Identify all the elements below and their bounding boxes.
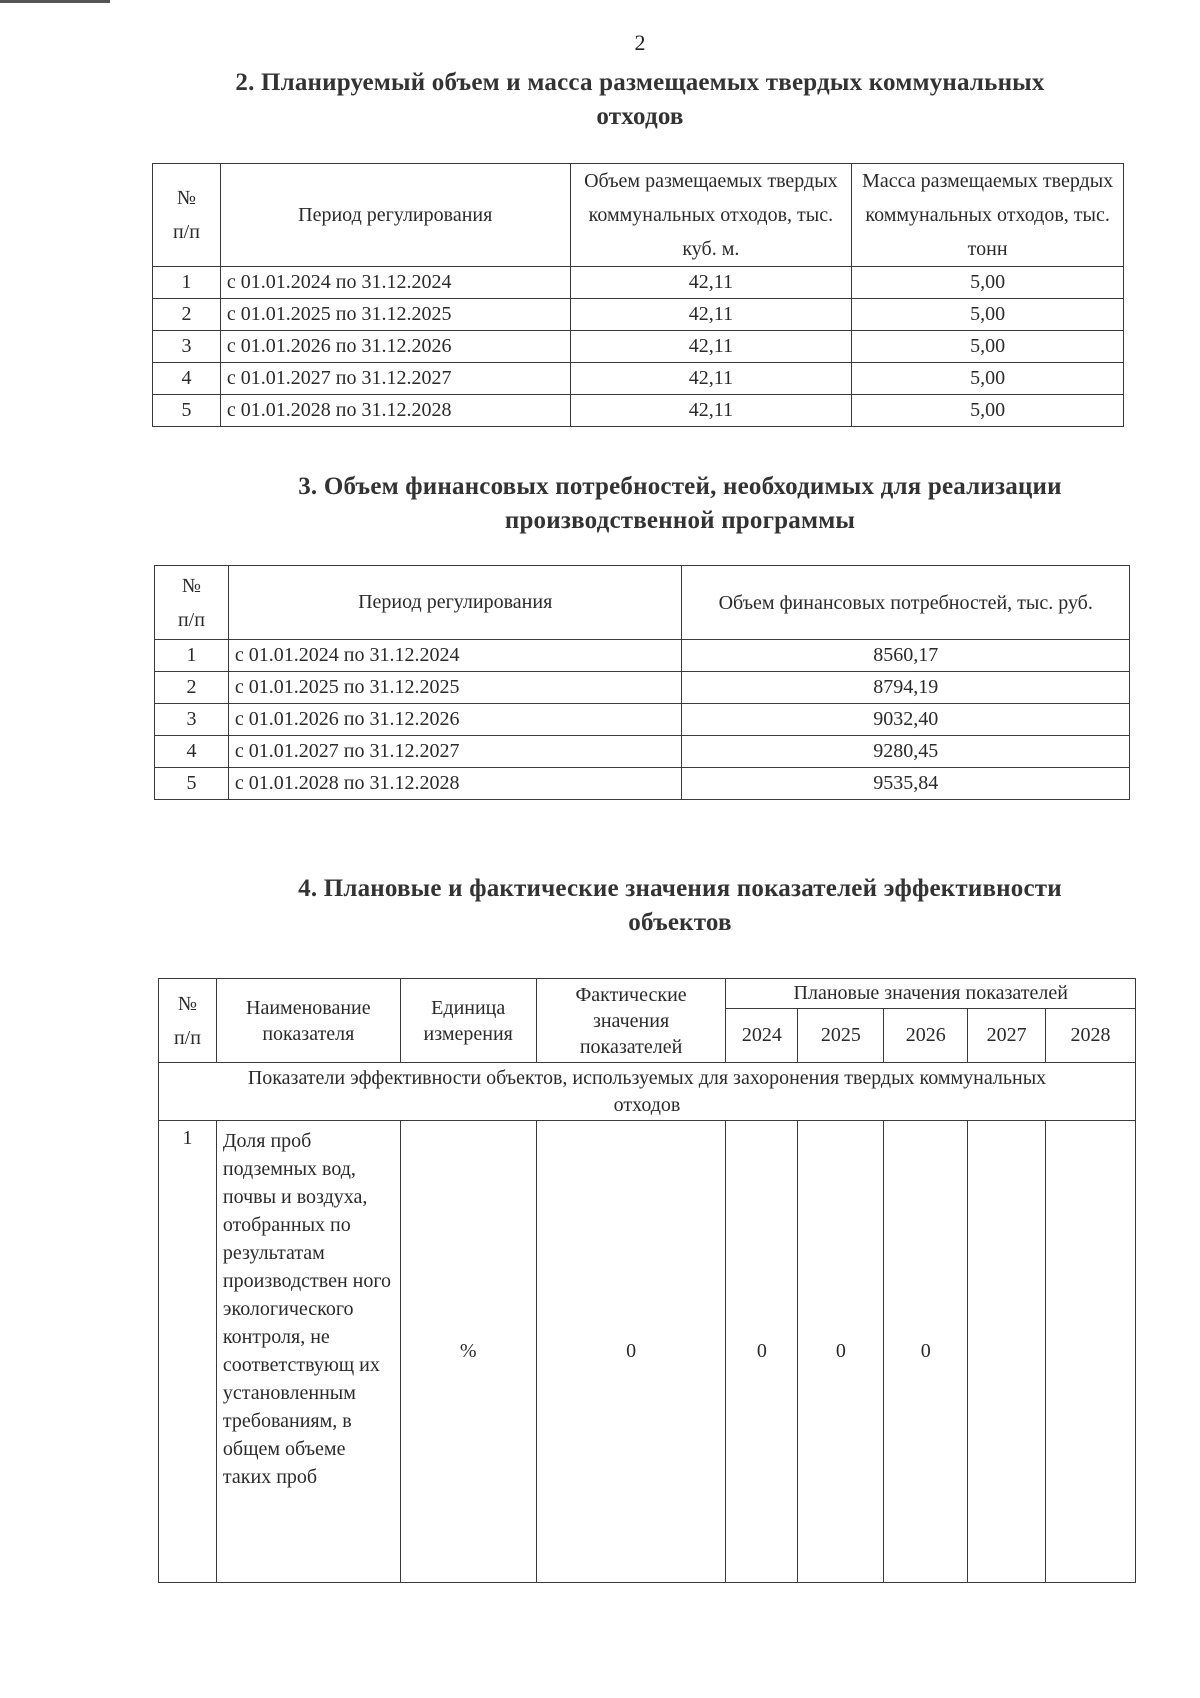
header-year: 2025	[798, 1009, 884, 1063]
row-volume: 42,11	[570, 395, 852, 427]
row-num: 1	[153, 267, 221, 299]
section4-title-line2: объектов	[628, 909, 732, 936]
section3-title-line2: производственной программы	[504, 507, 856, 534]
table-row	[155, 704, 1130, 736]
row-num: 4	[153, 363, 221, 395]
page-number: 2	[634, 30, 646, 55]
section2-title-line1: 2. Планируемый объем и масса размещаемых твердых коммунальных	[235, 69, 1045, 96]
row-period: с 01.01.2025 по 31.12.2025	[220, 299, 570, 331]
header-period: Период регулирования	[228, 566, 682, 640]
row-num: 5	[153, 395, 221, 427]
table-header-row	[155, 566, 1130, 640]
header-mass: Масса размещаемых твердых коммунальных отходов, тыс. тонн	[852, 164, 1124, 267]
indicator-2026: 0	[884, 1121, 968, 1583]
header-year: 2026	[884, 1009, 968, 1063]
row-amount: 9280,45	[682, 736, 1130, 768]
header-year: 2024	[726, 1009, 798, 1063]
section2-title	[150, 66, 1130, 134]
group-title-row	[159, 1063, 1136, 1121]
scan-edge-mark	[0, 0, 110, 3]
header-amount: Объем финансовых потребностей, тыс. руб.	[682, 566, 1130, 640]
table-header-row	[153, 164, 1124, 267]
table-row	[155, 672, 1130, 704]
row-mass: 5,00	[852, 299, 1124, 331]
row-mass: 5,00	[852, 331, 1124, 363]
table-header-row	[159, 979, 1136, 1009]
row-num: 2	[155, 672, 229, 704]
row-amount: 8560,17	[682, 640, 1130, 672]
table-row	[153, 331, 1124, 363]
efficiency-indicators-table	[158, 978, 1136, 1583]
header-year: 2028	[1046, 1009, 1136, 1063]
header-actual: Фактические значения показателей	[536, 979, 726, 1063]
table-row	[155, 736, 1130, 768]
row-period: с 01.01.2026 по 31.12.2026	[228, 704, 682, 736]
table-row	[155, 768, 1130, 800]
row-mass: 5,00	[852, 395, 1124, 427]
table-row	[159, 1121, 1136, 1583]
row-period: с 01.01.2026 по 31.12.2026	[220, 331, 570, 363]
section3-title	[200, 470, 1160, 538]
row-period: с 01.01.2028 по 31.12.2028	[228, 768, 682, 800]
table-row	[153, 395, 1124, 427]
waste-volume-table	[152, 163, 1124, 427]
row-amount: 9032,40	[682, 704, 1130, 736]
row-period: с 01.01.2025 по 31.12.2025	[228, 672, 682, 704]
row-mass: 5,00	[852, 267, 1124, 299]
section4-title-line1: 4. Плановые и фактические значения показателей эффективности	[298, 875, 1062, 902]
row-period: с 01.01.2024 по 31.12.2024	[220, 267, 570, 299]
row-mass: 5,00	[852, 363, 1124, 395]
indicator-2025: 0	[798, 1121, 884, 1583]
header-year: 2027	[968, 1009, 1046, 1063]
header-period: Период регулирования	[220, 164, 570, 267]
financial-needs-table	[154, 565, 1130, 800]
indicator-2024: 0	[726, 1121, 798, 1583]
header-volume: Объем размещаемых твердых коммунальных отходов, тыс. куб. м.	[570, 164, 852, 267]
header-planned: Плановые значения показателей	[726, 979, 1136, 1009]
section2-title-line2: отходов	[596, 103, 684, 130]
row-period: с 01.01.2028 по 31.12.2028	[220, 395, 570, 427]
section3-title-line1: 3. Объем финансовых потребностей, необходимых для реализации	[298, 473, 1062, 500]
row-num: 4	[155, 736, 229, 768]
row-num: 2	[153, 299, 221, 331]
indicator-name: Доля проб подземных вод, почвы и воздуха, отобранных по результатам производствен ного экологического контроля, не соответствующ их установленным требованиям, в общем объеме таких проб	[216, 1121, 400, 1583]
header-num: № п/п	[159, 979, 217, 1063]
header-unit: Единица измерения	[400, 979, 536, 1063]
row-volume: 42,11	[570, 363, 852, 395]
indicator-2028	[1046, 1121, 1136, 1583]
row-num: 1	[159, 1121, 217, 1583]
indicator-2027	[968, 1121, 1046, 1583]
section4-title	[200, 872, 1160, 940]
group-title: Показатели эффективности объектов, используемых для захоронения твердых коммунальных отходов	[159, 1063, 1136, 1121]
header-num: № п/п	[153, 164, 221, 267]
table-row	[153, 299, 1124, 331]
row-volume: 42,11	[570, 331, 852, 363]
row-num: 1	[155, 640, 229, 672]
row-period: с 01.01.2027 по 31.12.2027	[228, 736, 682, 768]
table-row	[153, 267, 1124, 299]
row-volume: 42,11	[570, 299, 852, 331]
row-amount: 9535,84	[682, 768, 1130, 800]
row-num: 5	[155, 768, 229, 800]
row-volume: 42,11	[570, 267, 852, 299]
row-period: с 01.01.2027 по 31.12.2027	[220, 363, 570, 395]
row-period: с 01.01.2024 по 31.12.2024	[228, 640, 682, 672]
table-row	[153, 363, 1124, 395]
row-num: 3	[155, 704, 229, 736]
row-num: 3	[153, 331, 221, 363]
header-name: Наименование показателя	[216, 979, 400, 1063]
header-num: № п/п	[155, 566, 229, 640]
row-amount: 8794,19	[682, 672, 1130, 704]
indicator-unit: %	[400, 1121, 536, 1583]
indicator-actual: 0	[536, 1121, 726, 1583]
table-row	[155, 640, 1130, 672]
